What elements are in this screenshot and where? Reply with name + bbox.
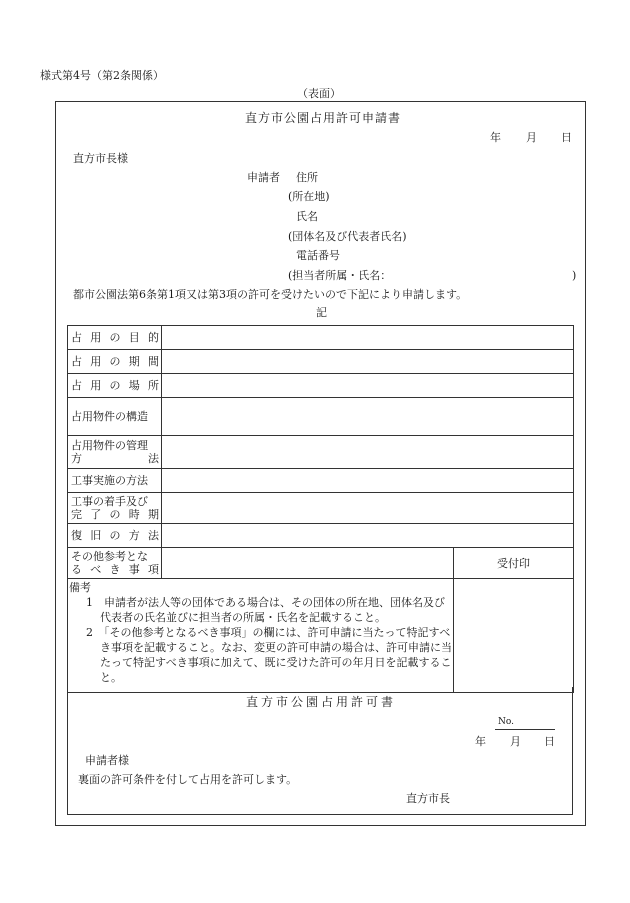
form-number: 様式第4号（第2条関係） — [40, 69, 164, 82]
row-label — [68, 493, 162, 524]
construction-method-value[interactable] — [162, 469, 574, 493]
table-row — [68, 493, 574, 524]
row-label-text: 占用物件の構造 — [71, 410, 148, 423]
addressee: 直方市長様 — [73, 152, 128, 165]
row-label — [68, 398, 162, 436]
receipt-stamp-area — [454, 579, 574, 693]
table-row — [68, 398, 574, 436]
row-label-line2: 完 了 の 時 期 — [71, 508, 159, 521]
other-value[interactable] — [162, 548, 454, 579]
row-label-text: 工事実施の方法 — [71, 474, 148, 487]
table-row — [68, 350, 574, 374]
permit-date-month: 月 — [510, 735, 521, 748]
ki-label: 記 — [316, 306, 327, 319]
table-row — [68, 436, 574, 469]
row-label-text: 占 用 の 期 間 — [71, 355, 159, 368]
structure-value[interactable] — [162, 398, 574, 436]
purpose-value[interactable] — [162, 326, 574, 350]
row-label — [68, 524, 162, 548]
form-title: 直方市公園占用許可申請書 — [245, 111, 402, 125]
side-label: （表面） — [297, 87, 341, 100]
applicant-org-label: (団体名及び代表者氏名) — [288, 230, 407, 243]
management-value[interactable] — [162, 436, 574, 469]
row-label — [68, 548, 162, 579]
row-label — [68, 326, 162, 350]
row-label-text: 復 旧 の 方 法 — [71, 529, 159, 542]
permit-title: 直方市公園占用許可書 — [246, 695, 397, 709]
schedule-value[interactable] — [162, 493, 574, 524]
date-month: 月 — [526, 131, 537, 144]
notes-heading: 備考 — [69, 581, 91, 594]
table-row — [68, 374, 574, 398]
row-label-line1: 占用物件の管理 — [71, 439, 148, 452]
location-value[interactable] — [162, 374, 574, 398]
period-value[interactable] — [162, 350, 574, 374]
receipt-stamp-label: 受付印 — [497, 556, 530, 570]
row-label — [68, 350, 162, 374]
row-label-line2: る べ き 事 項 — [71, 563, 159, 576]
applicant-address-label: 住所 — [296, 171, 318, 184]
permit-signature: 直方市長 — [406, 792, 450, 805]
permit-addressee: 申請者様 — [85, 754, 129, 767]
table-row — [68, 524, 574, 548]
applicant-contact-label: (担当者所属・氏名： — [288, 269, 392, 282]
restoration-value[interactable] — [162, 524, 574, 548]
row-label-line2: 方 法 — [71, 452, 159, 465]
permit-date-day: 日 — [544, 735, 555, 748]
row-label-line1: 工事の着手及び — [71, 495, 148, 508]
applicant-contact-close: ) — [572, 269, 577, 282]
row-label — [68, 374, 162, 398]
row-label — [68, 436, 162, 469]
permit-number-label: No. — [498, 717, 514, 727]
table-row — [68, 548, 574, 579]
receipt-stamp-header — [454, 548, 574, 579]
row-label-text: 占 用 の 目 的 — [71, 331, 159, 344]
row-label — [68, 469, 162, 493]
note-item: 1 申請者が法人等の団体である場合は、その団体の所在地、団体名及び代表者の氏名並びに担当者の所属・氏名を記載すること。 — [86, 596, 445, 624]
date-day: 日 — [561, 131, 572, 144]
date-year: 年 — [490, 131, 501, 144]
permit-number-line — [495, 729, 555, 730]
applicant-phone-label: 電話番号 — [296, 249, 340, 262]
application-statement: 都市公園法第6条第1項又は第3項の許可を受けたいので下記により申請します。 — [73, 288, 468, 301]
applicant-label: 申請者 — [247, 171, 280, 184]
applicant-name-label: 氏名 — [296, 210, 318, 223]
table-row — [68, 326, 574, 350]
permit-body: 裏面の許可条件を付して占用を許可します。 — [78, 773, 298, 786]
notes — [69, 580, 452, 685]
applicant-location-label: (所在地) — [288, 190, 330, 203]
note-item: 2 「その他参考となるべき事項」の欄には、許可申請に当たって特記すべき事項を記載すること。なお、変更の許可申請の場合は、許可申請に当たって特記すべき事項に加えて、既に受けた許可の年月日を記載すること。 — [86, 626, 452, 684]
table-row — [68, 469, 574, 493]
row-label-text: 占 用 の 場 所 — [71, 379, 159, 392]
permit-date-year: 年 — [475, 735, 486, 748]
row-label-line1: その他参考とな — [71, 550, 148, 563]
